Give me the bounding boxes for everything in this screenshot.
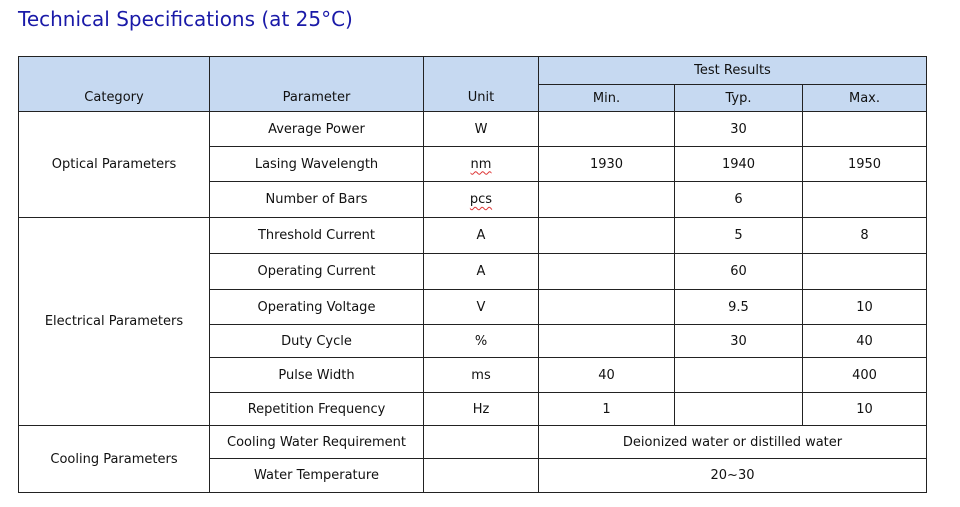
min-cell [539,290,675,325]
max-cell [803,182,927,218]
typ-cell: 30 [675,112,803,147]
typ-cell: 60 [675,254,803,290]
parameter-cell: Duty Cycle [210,325,424,358]
typ-cell: 1940 [675,147,803,182]
header-parameter: Parameter [210,57,424,112]
table-row [19,218,927,254]
table-row [19,426,927,459]
unit-cell: W [424,112,539,147]
page-title: Technical Specifications (at 25°C) [18,7,353,31]
unit-cell [424,459,539,493]
typ-cell: 30 [675,325,803,358]
header-unit: Unit [424,57,539,112]
min-cell: 1930 [539,147,675,182]
unit-cell [424,182,539,218]
group-optical: Optical Parameters [19,112,210,218]
min-cell [539,254,675,290]
typ-cell [675,393,803,426]
group-electrical: Electrical Parameters [19,218,210,426]
unit-cell: % [424,325,539,358]
max-cell: 400 [803,358,927,393]
min-cell [539,182,675,218]
max-cell: 10 [803,393,927,426]
min-cell: 1 [539,393,675,426]
typ-cell: 6 [675,182,803,218]
unit-cell [424,426,539,459]
parameter-cell: Threshold Current [210,218,424,254]
unit-cell: A [424,254,539,290]
specifications-table [18,56,927,493]
value-cell: 20~30 [539,459,927,493]
unit-cell: V [424,290,539,325]
value-cell [539,426,927,459]
min-cell [539,112,675,147]
header-min: Min. [539,85,675,112]
max-cell: 1950 [803,147,927,182]
parameter-cell: Water Temperature [210,459,424,493]
unit-cell [424,147,539,182]
min-cell: 40 [539,358,675,393]
min-cell [539,325,675,358]
unit-text: pcs [469,192,493,207]
max-cell: 10 [803,290,927,325]
parameter-cell: Pulse Width [210,358,424,393]
max-cell: 40 [803,325,927,358]
typ-cell: 5 [675,218,803,254]
header-typ: Typ. [675,85,803,112]
parameter-cell: Operating Voltage [210,290,424,325]
unit-text: nm [470,156,492,172]
header-row [19,57,927,85]
parameter-cell: Operating Current [210,254,424,290]
min-cell [539,218,675,254]
max-cell: 8 [803,218,927,254]
parameter-cell: Number of Bars [210,182,424,218]
unit-cell: A [424,218,539,254]
parameter-cell: Cooling Water Requirement [210,426,424,459]
typ-cell: 9.5 [675,290,803,325]
group-cooling: Cooling Parameters [19,426,210,493]
unit-cell: ms [424,358,539,393]
max-cell [803,254,927,290]
parameter-cell: Repetition Frequency [210,393,424,426]
header-max: Max. [803,85,927,112]
header-test-results: Test Results [539,57,927,85]
header-category: Category [19,57,210,112]
max-cell [803,112,927,147]
parameter-cell: Lasing Wavelength [210,147,424,182]
table-row [19,112,927,147]
parameter-cell: Average Power [210,112,424,147]
typ-cell [675,358,803,393]
unit-cell: Hz [424,393,539,426]
value-text: Deionized water or distilled water [622,434,843,450]
